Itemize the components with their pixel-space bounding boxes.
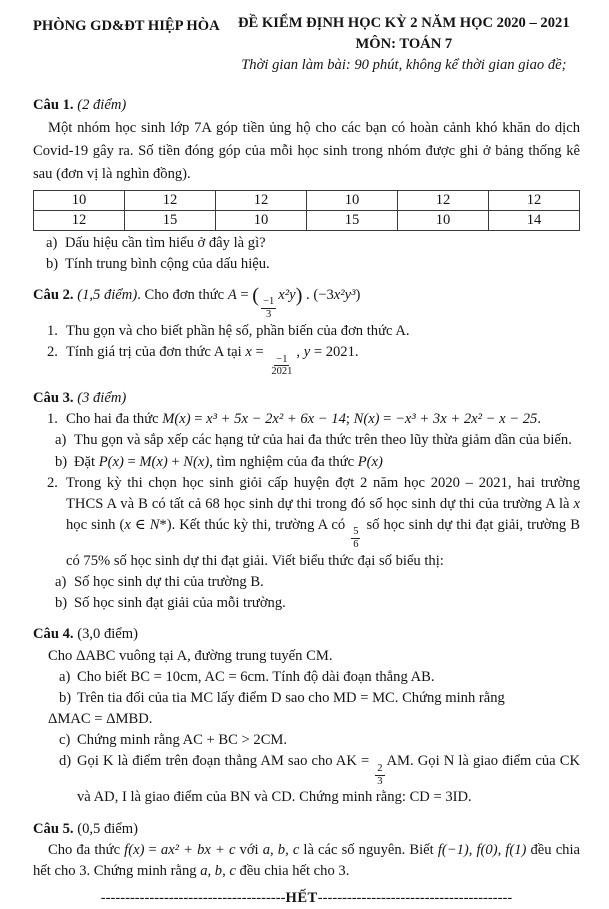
text-run: y xyxy=(303,344,311,361)
item-text xyxy=(77,667,580,688)
question-5-body xyxy=(33,840,580,882)
text-run: x³ + 5x − 2x² + 6x − 14 xyxy=(206,411,346,428)
item-marker: 2. xyxy=(47,474,58,491)
text-run: Tính giá trị của đơn thức A tại xyxy=(66,344,246,361)
text-run: ΔMAC = ΔMBD. xyxy=(48,711,153,728)
question-4-item-d xyxy=(33,751,580,808)
exam-subject: MÔN: TOÁN 7 xyxy=(355,36,453,53)
text-run: *). Kết thúc kỳ thi, trường A có xyxy=(159,517,350,534)
exam-title: ĐỀ KIỂM ĐỊNH HỌC KỲ 2 NĂM HỌC 2020 – 2021 xyxy=(238,15,570,31)
fraction-denominator: 3 xyxy=(377,775,383,787)
question-3 xyxy=(33,388,580,614)
footer-dashes-right: ---------------------------------------- xyxy=(317,890,513,907)
question-4-heading xyxy=(33,624,580,645)
text-run: = xyxy=(144,841,161,858)
table-cell: 14 xyxy=(489,210,580,230)
table-cell: 10 xyxy=(216,210,307,230)
fraction-numerator: −1 xyxy=(263,296,275,308)
item-marker: b) xyxy=(59,689,72,706)
text-run: ∈ xyxy=(130,517,150,534)
item-marker: b) xyxy=(46,255,59,272)
text-run: Trong kỳ thi chọn học sinh giỏi cấp huyện đợt 2 năm học 2020 – 2021, hai trường THCS A và B có tất cả 68 học sinh dự thi trong đó số học sinh dự thi của trường A là xyxy=(66,474,580,512)
question-4-item-a xyxy=(33,667,580,688)
question-1-heading xyxy=(33,95,580,116)
fraction xyxy=(351,526,360,551)
question-4-item-c xyxy=(33,730,580,751)
fraction xyxy=(375,763,384,788)
item-marker: a) xyxy=(55,432,67,449)
score-table xyxy=(33,190,580,231)
end-of-exam-line xyxy=(33,888,580,909)
item-marker: c) xyxy=(59,732,71,749)
text-run: ) xyxy=(295,284,303,307)
text-run: Cho đa thức xyxy=(48,841,125,858)
text-run: Câu 2. xyxy=(33,286,78,303)
text-run: đều chia hết cho 3. Chứng minh rằng xyxy=(33,841,580,879)
text-run: N(x) xyxy=(353,411,380,428)
text-run: f(−1), f(0), f(1) xyxy=(437,841,527,858)
table-cell: 10 xyxy=(307,190,398,210)
text-run: Số học sinh đạt giải của mỗi trường. xyxy=(74,595,286,612)
time-note: Thời gian làm bài: 90 phút, không kể thời gian giao đề; xyxy=(241,57,567,74)
text-run: = xyxy=(236,286,253,303)
table-cell: 12 xyxy=(34,210,125,230)
item-text: Tính trung bình cộng của dấu hiệu. xyxy=(65,255,270,272)
text-run: = xyxy=(251,344,268,361)
item-text xyxy=(74,593,580,614)
text-run: = xyxy=(190,411,207,428)
table-row xyxy=(34,190,580,210)
item-text xyxy=(66,342,580,378)
fraction-denominator: 3 xyxy=(266,309,272,321)
question-1-item-b xyxy=(33,254,580,275)
end-label: HẾT xyxy=(285,890,318,907)
question-4-points: (3,0 điểm) xyxy=(77,626,138,643)
footer-dashes-left: -------------------------------------- xyxy=(100,890,286,907)
item-marker: b) xyxy=(55,453,68,470)
text-run: P(x) xyxy=(98,453,124,470)
table-row xyxy=(34,210,580,230)
item-marker: 2. xyxy=(47,344,58,361)
text-run: Đặt xyxy=(74,453,99,470)
text-run: số học sinh dự thi đạt giải, trường B có 75% số học sinh dự thi đạt giải. Viết biểu thức đại số biểu thị: xyxy=(66,517,580,570)
item-marker: 1. xyxy=(47,322,58,339)
question-2-item-2 xyxy=(33,342,580,378)
text-run: . (−3 xyxy=(302,286,334,303)
question-3-heading xyxy=(33,388,580,409)
item-text xyxy=(66,321,580,342)
table-cell: 12 xyxy=(489,190,580,210)
question-3-item-1a xyxy=(33,430,580,451)
table-cell: 15 xyxy=(307,210,398,230)
question-4 xyxy=(33,624,580,808)
text-run: . xyxy=(537,411,541,428)
table-cell: 12 xyxy=(216,190,307,210)
fraction-numerator: 2 xyxy=(377,762,383,774)
question-5-label: Câu 5. xyxy=(33,820,74,837)
fraction-denominator: 6 xyxy=(353,539,359,551)
text-run: Thu gọn và sắp xếp các hạng tử của hai đa thức trên theo lũy thừa giảm dần của biến. xyxy=(74,432,572,449)
item-text xyxy=(77,730,580,751)
question-3-label: Câu 3. xyxy=(33,390,74,407)
fraction xyxy=(269,354,294,379)
item-text: Dấu hiệu cần tìm hiểu ở đây là gì? xyxy=(65,234,266,251)
fraction xyxy=(261,296,276,321)
text-run: x²y xyxy=(278,286,296,303)
question-1-item-a xyxy=(33,233,580,254)
text-run: AM. Gọi N là giao điểm của CK và AD, I là giao điểm của BN và CD. Chứng minh rằng: CD = 3ID. xyxy=(77,753,580,806)
text-run: + xyxy=(167,453,184,470)
text-run: Số học sinh dự thi của trường B. xyxy=(74,574,264,591)
table-cell: 15 xyxy=(125,210,216,230)
item-text xyxy=(66,409,580,430)
question-5 xyxy=(33,819,580,882)
text-run: P(x) xyxy=(357,453,383,470)
text-run: = xyxy=(379,411,396,428)
text-run: N xyxy=(149,517,160,534)
text-run: M(x) xyxy=(162,411,191,428)
table-cell: 10 xyxy=(398,210,489,230)
text-run: = 2021. xyxy=(310,344,359,361)
text-run: học sinh ( xyxy=(66,517,125,534)
text-run: x²y³ xyxy=(333,286,356,303)
text-run: ( xyxy=(252,284,260,307)
item-marker: a) xyxy=(55,574,67,591)
text-run: , xyxy=(296,344,304,361)
text-run: N(x) xyxy=(183,453,210,470)
fraction-denominator: 2021 xyxy=(271,366,293,378)
fraction-numerator: −1 xyxy=(276,353,288,365)
question-1-intro: Một nhóm học sinh lớp 7A góp tiền ủng hộ cho các bạn có hoàn cảnh khó khăn do dịch Covid-19 gây ra. Số tiền đóng góp của mỗi học sinh trong nhóm được ghi ở bảng thống kê sau (đơn vị là nghìn đồng). xyxy=(33,119,580,183)
score-table-body xyxy=(34,190,580,230)
item-marker: b) xyxy=(55,595,68,612)
text-run: , tìm nghiệm của đa thức xyxy=(209,453,358,470)
question-1-label: Câu 1. xyxy=(33,97,74,114)
question-5-points: (0,5 điểm) xyxy=(77,820,138,837)
table-cell: 12 xyxy=(125,190,216,210)
item-text xyxy=(77,751,580,808)
item-text xyxy=(66,473,580,572)
text-run: Trên tia đối của tia MC lấy điểm D sao cho MD = MC. Chứng minh rằng xyxy=(77,689,505,706)
text-run: . Cho đơn thức xyxy=(137,286,228,303)
fraction-numerator: 5 xyxy=(353,526,359,538)
text-run: A xyxy=(227,286,237,303)
question-4-intro: Cho ΔABC vuông tại A, đường trung tuyến CM. xyxy=(48,647,333,664)
text-run: f(x) xyxy=(124,841,145,858)
question-1 xyxy=(33,95,580,275)
question-1-points: (2 điểm) xyxy=(77,97,127,114)
text-run: ) xyxy=(355,286,361,303)
text-run: ax² + bx + c xyxy=(160,841,236,858)
table-cell: 10 xyxy=(34,190,125,210)
item-text xyxy=(77,688,580,709)
text-run: Chứng minh rằng AC + BC > 2CM. xyxy=(77,732,288,749)
table-cell: 12 xyxy=(398,190,489,210)
item-text xyxy=(74,430,580,451)
text-run: ; xyxy=(345,411,354,428)
text-run: đều chia hết cho 3. xyxy=(235,862,350,879)
text-run: Cho biết BC = 10cm, AC = 6cm. Tính độ dài đoạn thẳng AB. xyxy=(77,668,435,685)
item-marker: 1. xyxy=(47,411,58,428)
question-2 xyxy=(33,285,580,378)
question-3-item-2a xyxy=(33,572,580,593)
item-text xyxy=(74,572,580,593)
question-4-label: Câu 4. xyxy=(33,626,74,643)
text-run: −x³ + 3x + 2x² − x − 25 xyxy=(395,411,538,428)
question-3-item-1b xyxy=(33,452,580,473)
exam-header xyxy=(33,13,580,76)
item-marker: a) xyxy=(46,234,58,251)
question-3-item-2b xyxy=(33,593,580,614)
question-3-item-2 xyxy=(33,473,580,572)
text-run: a, b, c xyxy=(262,841,300,858)
question-3-item-1 xyxy=(33,409,580,430)
question-2-heading xyxy=(33,285,580,321)
text-run: là các số nguyên. Biết xyxy=(299,841,438,858)
text-run: x xyxy=(245,344,252,361)
text-run: = xyxy=(123,453,140,470)
issuing-office: PHÒNG GD&ĐT HIỆP HÒA xyxy=(33,18,220,34)
item-marker: d) xyxy=(59,753,72,770)
text-run: Thu gọn và cho biết phần hệ số, phần biến của đơn thức A. xyxy=(66,322,410,339)
text-run: x xyxy=(124,517,131,534)
item-marker: a) xyxy=(59,668,71,685)
text-run: M(x) xyxy=(139,453,168,470)
question-4-item-b-continuation xyxy=(48,709,580,730)
text-run: Cho hai đa thức xyxy=(66,411,163,428)
question-2-item-1 xyxy=(33,321,580,342)
question-3-points: (3 điểm) xyxy=(77,390,127,407)
question-4-item-b xyxy=(33,688,580,709)
header-title-block xyxy=(220,13,580,76)
text-run: x xyxy=(573,495,580,512)
text-run: Gọi K là điểm trên đoạn thẳng AM sao cho AK = xyxy=(77,753,374,770)
text-run: a, b, c xyxy=(200,862,236,879)
question-5-heading xyxy=(33,819,580,840)
item-text xyxy=(74,452,580,473)
text-run: với xyxy=(235,841,263,858)
text-run: (1,5 điểm) xyxy=(77,286,138,303)
